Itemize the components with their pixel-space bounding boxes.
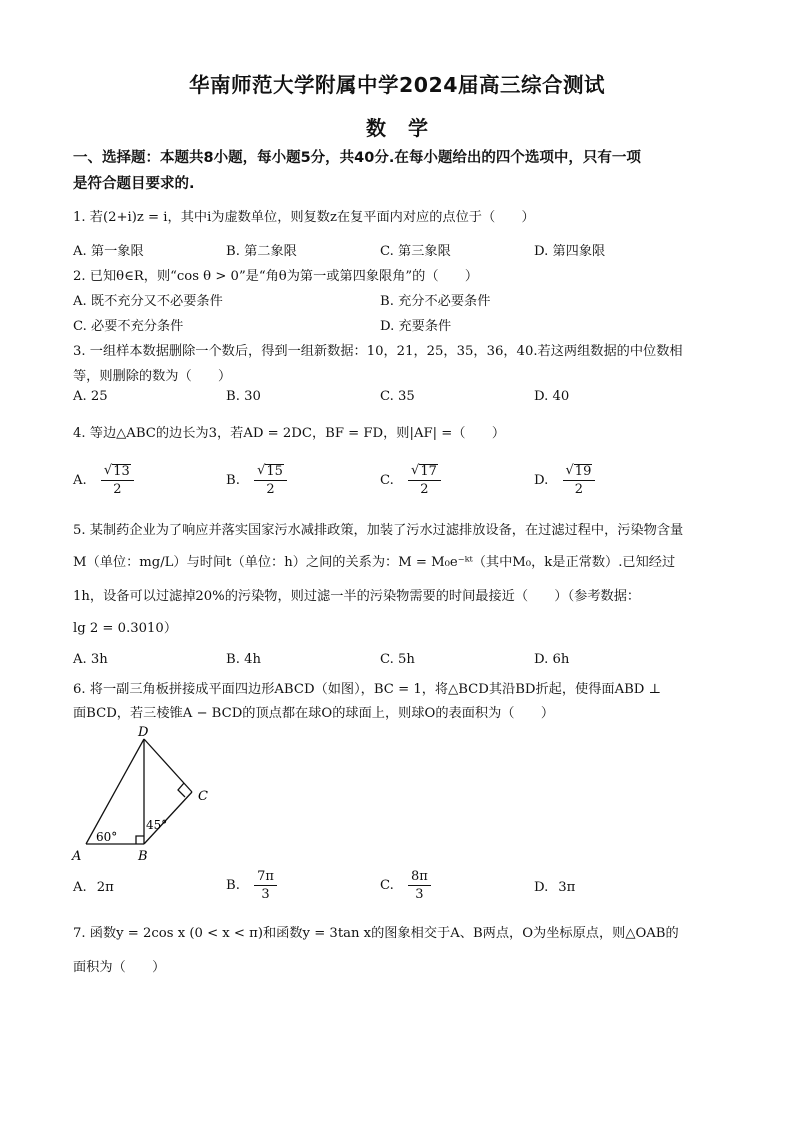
question-5-line2: M（单位：mg/L）与时间t（单位：h）之间的关系为：M = M₀e⁻ᵏᵗ（其中M₀，k是正常数）.已知经过: [73, 555, 676, 570]
page-title: 华南师范大学附属中学2024届高三综合测试: [188, 73, 606, 97]
denominator: 2: [113, 481, 122, 497]
question-4-option-a[interactable]: [73, 464, 134, 496]
denominator: 2: [574, 481, 584, 497]
denominator: 3: [261, 886, 270, 902]
subject-heading: 数学: [366, 116, 450, 140]
edge-dc: [144, 739, 192, 792]
question-3-option-b[interactable]: B. 30: [226, 389, 261, 404]
question-6-option-c[interactable]: [380, 870, 431, 901]
question-6-option-d[interactable]: [534, 880, 575, 895]
option-label: A.: [73, 880, 87, 895]
fraction: √ 19 2: [563, 464, 596, 496]
right-angle-b: [136, 836, 144, 844]
question-6-option-b[interactable]: [226, 870, 277, 901]
question-1-option-a[interactable]: A. 第一象限: [73, 244, 144, 259]
question-5-option-b[interactable]: B. 4h: [226, 652, 261, 667]
denominator: 2: [420, 481, 429, 497]
option-label: B.: [226, 878, 240, 894]
option-value: 2π: [96, 880, 114, 895]
radicand: 17: [420, 464, 437, 479]
question-2-stem: 2. 已知θ∈R，则“cos θ > 0”是“角θ为第一或第四象限角”的（ ）: [73, 269, 479, 284]
angle-label-60: 60°: [96, 830, 118, 844]
question-5-option-a[interactable]: A. 3h: [73, 652, 108, 667]
question-4-option-c[interactable]: [380, 464, 441, 496]
fraction: √ 17 2: [408, 464, 441, 496]
question-4-option-d[interactable]: [534, 464, 595, 496]
denominator: 3: [415, 886, 424, 902]
option-label: B.: [226, 472, 240, 488]
question-5-line1: 5. 某制药企业为了响应并落实国家污水减排政策，加装了污水过滤排放设备，在过滤过程中，污染物含量: [73, 523, 684, 538]
quadrilateral-figure: [70, 722, 210, 867]
question-2-option-c[interactable]: C. 必要不充分条件: [73, 319, 184, 334]
denominator: 2: [266, 481, 275, 497]
vertex-label-a: A: [72, 849, 82, 864]
question-4-stem: 4. 等边△ABC的边长为3，若AD = 2DC，BF = FD，则|AF| =（ ）: [73, 426, 506, 441]
option-label: C.: [380, 472, 394, 488]
option-label: C.: [380, 878, 394, 894]
question-1-option-c[interactable]: C. 第三象限: [380, 244, 451, 259]
option-label: D.: [534, 472, 549, 488]
fraction: [254, 870, 277, 901]
radicand: 15: [266, 464, 283, 479]
fraction: √ 13 2: [101, 464, 134, 496]
angle-label-45: 45°: [146, 818, 168, 832]
question-3-line1: 3. 一组样本数据删除一个数后，得到一组新数据：10，21，25，35，36，40.若这两组数据的中位数相: [73, 344, 683, 359]
question-5-line4: lg 2 = 0.3010）: [73, 621, 178, 636]
question-5-line3: 1h，设备可以过滤掉20%的污染物，则过滤一半的污染物需要的时间最接近（ ）（参考数据：: [73, 589, 641, 604]
numerator: 8π: [408, 870, 431, 886]
question-6-line2: 面BCD，若三棱锥A − BCD的顶点都在球O的球面上，则球O的表面积为（ ）: [73, 706, 555, 721]
right-angle-c: [178, 783, 185, 797]
vertex-label-d: D: [138, 725, 149, 740]
question-6-line1: 6. 将一副三角板拼接成平面四边形ABCD（如图），BC = 1，将△BCD其沿BD折起，使得面ABD ⊥: [73, 682, 661, 697]
option-label: A.: [73, 472, 87, 488]
vertex-label-b: B: [138, 849, 148, 864]
section-heading-line2: 是符合题目要求的.: [73, 176, 195, 192]
fraction: √ 15 2: [254, 464, 287, 496]
edge-ad: [86, 739, 144, 844]
question-3-option-d[interactable]: D. 40: [534, 389, 570, 404]
question-6-option-a[interactable]: [73, 880, 114, 895]
question-5-option-d[interactable]: D. 6h: [534, 652, 570, 667]
question-5-option-c[interactable]: C. 5h: [380, 652, 415, 667]
question-2-option-d[interactable]: D. 充要条件: [380, 319, 452, 334]
question-3-option-a[interactable]: A. 25: [73, 389, 108, 404]
vertex-label-c: C: [198, 789, 208, 804]
question-2-option-b[interactable]: B. 充分不必要条件: [380, 294, 491, 309]
question-1-option-b[interactable]: B. 第二象限: [226, 244, 297, 259]
question-2-option-a[interactable]: A. 既不充分又不必要条件: [73, 294, 223, 309]
question-1-stem: 1. 若(2+i)z = i，其中i为虚数单位，则复数z在复平面内对应的点位于（ ）: [73, 210, 535, 225]
question-7-line1: 7. 函数y = 2cos x (0 < x < π)和函数y = 3tan x的图象相交于A、B两点，O为坐标原点，则△OAB的: [73, 926, 679, 941]
radicand: 13: [113, 464, 130, 479]
fraction: [408, 870, 431, 901]
question-3-line2: 等，则删除的数为（ ）: [73, 369, 232, 384]
question-7-line2: 面积为（ ）: [73, 960, 166, 975]
radicand: 19: [574, 464, 592, 479]
question-4-option-b[interactable]: [226, 464, 287, 496]
option-label: D.: [534, 880, 549, 895]
option-value: 3π: [558, 880, 576, 895]
section-heading-line1: 一、选择题：本题共8小题，每小题5分，共40分.在每小题给出的四个选项中，只有一项: [73, 150, 641, 166]
question-3-option-c[interactable]: C. 35: [380, 389, 415, 404]
question-1-option-d[interactable]: D. 第四象限: [534, 244, 606, 259]
numerator: 7π: [254, 870, 277, 886]
